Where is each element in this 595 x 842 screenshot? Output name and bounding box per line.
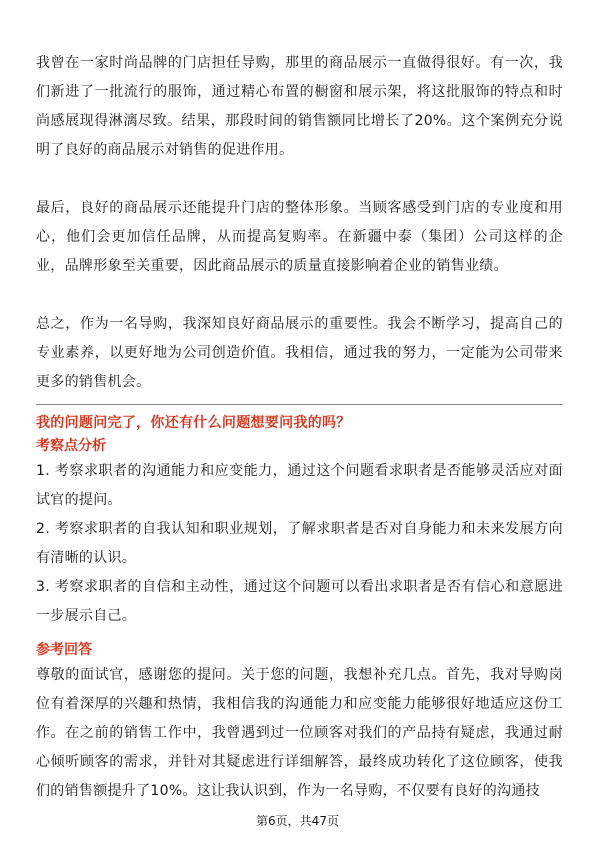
paragraph-brand-image: 最后，良好的商品展示还能提升门店的整体形象。当顾客感受到门店的专业度和用心，他们会更加信任品牌，从而提高复购率。在新疆中泰（集团）公司这样的企业，品牌形象至关重要，因此商品展示的质量直接影响着企业的销售业绩。 (36, 200, 563, 274)
paragraph-store-example: 我曾在一家时尚品牌的门店担任导购，那里的商品展示一直做得很好。有一次，我们新进了一批流行的服饰，通过精心布置的橱窗和展示架，将这批服饰的特点和时尚感展现得淋漓尽致。结果，那段时间的销售额同比增长了20%。这个案例充分说明了良好的商品展示对销售的促进作用。 (36, 55, 563, 158)
paragraph-spacer (36, 165, 563, 194)
analysis-list (36, 457, 563, 631)
paragraph-spacer (36, 281, 563, 310)
analysis-item: 1. 考察求职者的沟通能力和应变能力，通过这个问题看求职者是否能够灵活应对面试官的提问。 (36, 463, 563, 508)
analysis-item: 3. 考察求职者的自信和主动性，通过这个问题可以看出求职者是否有信心和意愿进一步展示自己。 (36, 579, 563, 624)
page-footer: 第6页，共47页 (256, 814, 339, 828)
analysis-item: 2. 考察求职者的自我认知和职业规划，了解求职者是否对自身能力和未来发展方向有清晰的认识。 (36, 521, 563, 566)
reference-heading: 参考回答 (36, 642, 92, 658)
question-title: 我的问题问完了，你还有什么问题想要问我的吗？ (36, 415, 351, 431)
paragraph-summary: 总之，作为一名导购，我深知良好商品展示的重要性。我会不断学习，提高自己的专业素养，以更好地为公司创造价值。我相信，通过我的努力，一定能为公司带来更多的销售机会。 (36, 316, 563, 390)
reference-answer: 尊敬的面试官，感谢您的提问。关于您的问题，我想补充几点。首先，我对导购岗位有着深厚的兴趣和热情，我相信我的沟通能力和应变能力能够很好地适应这份工作。在之前的销售工作中，我曾遇到过一位顾客对我们的产品持有疑虑，我通过耐心倾听顾客的需求，并针对其疑虑进行详细解答，最终成功转化了这位顾客，使我们的销售额提升了10%。这让我认识到，作为一名导购，不仅要有良好的沟通技 (36, 667, 563, 799)
analysis-heading: 考察点分析 (36, 438, 106, 454)
document-body (36, 49, 563, 806)
section-divider (36, 404, 563, 405)
